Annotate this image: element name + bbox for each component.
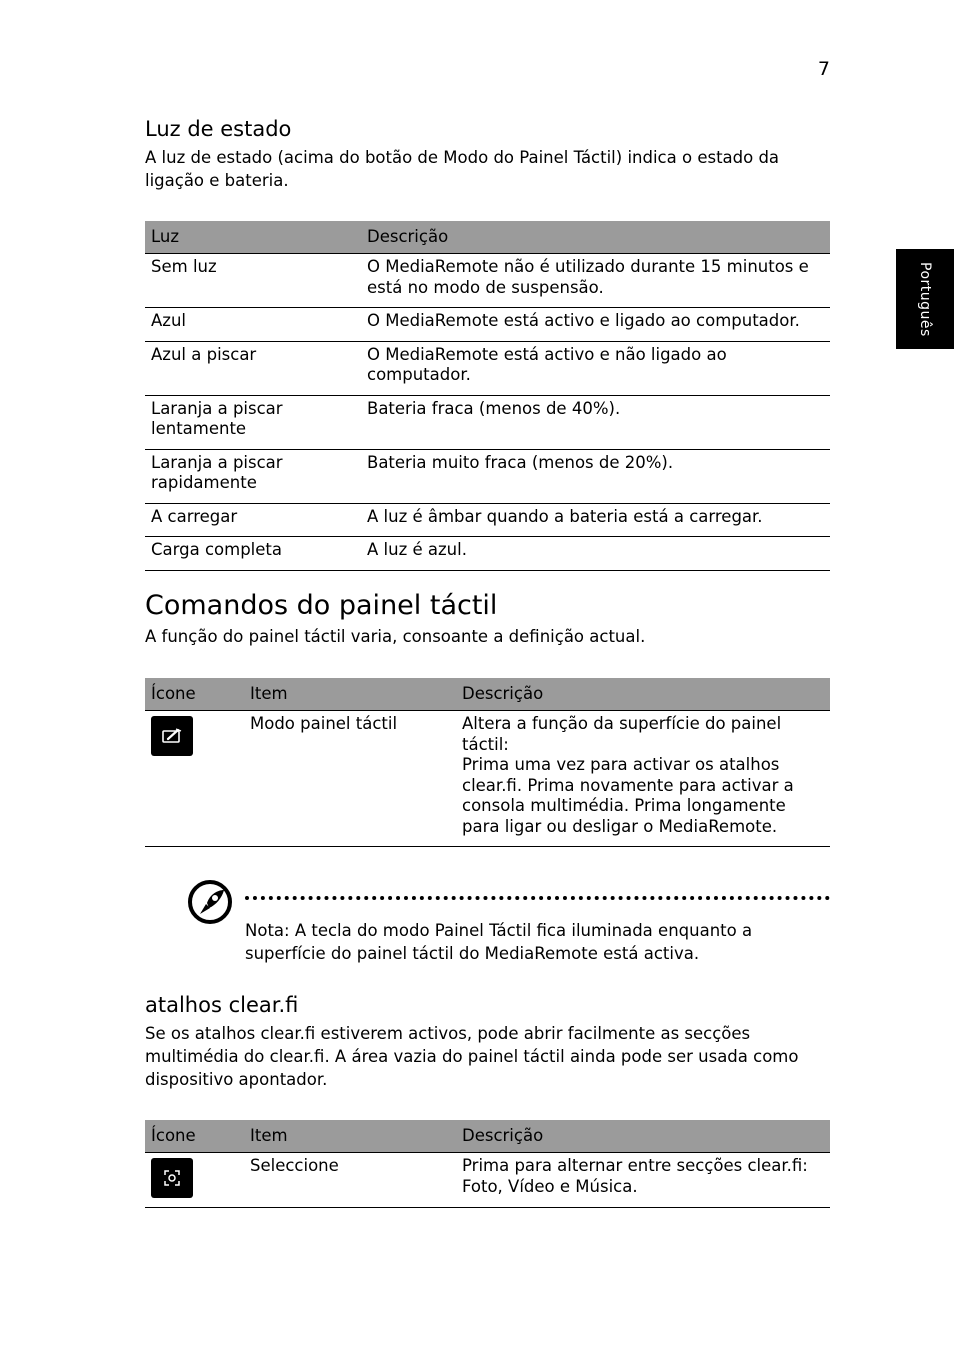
table-header-row (145, 1120, 830, 1153)
item-cell: Modo painel táctil (244, 711, 456, 847)
column-header-item: Item (244, 1120, 456, 1153)
description-cell: O MediaRemote está activo e ligado ao computador. (361, 308, 830, 342)
description-cell: O MediaRemote não é utilizado durante 15 minutos e está no modo de suspensão. (361, 254, 830, 308)
status-light-heading: Luz de estado (145, 117, 292, 141)
note-divider (245, 896, 830, 900)
column-header-description: Descrição (456, 1120, 830, 1153)
column-header-description: Descrição (456, 678, 830, 711)
column-header-light: Luz (145, 221, 361, 254)
icon-cell (145, 1153, 244, 1208)
touchpad-commands-heading: Comandos do painel táctil (145, 590, 498, 621)
description-cell: A luz é azul. (361, 537, 830, 571)
note-icon (186, 878, 234, 926)
clearfi-shortcuts-intro: Se os atalhos clear.fi estiverem activos, pode abrir facilmente as secções multimédia do clear.fi. A área vazia do painel táctil ainda pode ser usada como dispositivo apontador. (145, 1024, 799, 1089)
clearfi-shortcuts-heading: atalhos clear.fi (145, 993, 299, 1017)
clearfi-shortcuts-table (145, 1120, 830, 1208)
description-cell: Bateria muito fraca (menos de 20%). (361, 449, 830, 503)
light-cell: Laranja a piscar lentamente (145, 395, 361, 449)
table-header-row (145, 678, 830, 711)
status-light-table (145, 221, 830, 571)
note-body: A tecla do modo Painel Táctil fica iluminada enquanto a superfície do painel táctil do MediaRemote está activa. (245, 921, 753, 963)
table-header-row (145, 221, 830, 254)
table-row (145, 1153, 830, 1208)
light-cell: A carregar (145, 503, 361, 537)
description-cell: Bateria fraca (menos de 40%). (361, 395, 830, 449)
light-cell: Sem luz (145, 254, 361, 308)
table-row (145, 537, 830, 571)
table-row (145, 449, 830, 503)
table-row (145, 254, 830, 308)
light-cell: Azul a piscar (145, 341, 361, 395)
language-tab (896, 249, 954, 349)
light-cell: Carga completa (145, 537, 361, 571)
description-cell: Prima para alternar entre secções clear.fi: Foto, Vídeo e Música. (456, 1153, 830, 1208)
column-header-description: Descrição (361, 221, 830, 254)
select-icon (151, 1158, 193, 1198)
description-line: Prima uma vez para activar os atalhos clear.fi. Prima novamente para activar a consola multimédia. Prima longamente para ligar ou desligar o MediaRemote. (462, 755, 794, 836)
table-row (145, 341, 830, 395)
table-row (145, 503, 830, 537)
item-cell: Seleccione (244, 1153, 456, 1208)
touchpad-commands-intro: A função do painel táctil varia, consoante a definição actual. (145, 627, 646, 646)
icon-cell (145, 711, 244, 847)
note-label: Nota: (245, 921, 290, 940)
language-tab-label: Português (917, 261, 933, 337)
table-row (145, 308, 830, 342)
status-light-intro: A luz de estado (acima do botão de Modo do Painel Táctil) indica o estado da ligação e bateria. (145, 148, 780, 190)
page-number: 7 (817, 58, 830, 80)
table-row (145, 711, 830, 847)
light-cell: Laranja a piscar rapidamente (145, 449, 361, 503)
description-line: Altera a função da superfície do painel táctil: (462, 714, 782, 754)
column-header-item: Item (244, 678, 456, 711)
touchpad-commands-table (145, 678, 830, 847)
light-cell: Azul (145, 308, 361, 342)
column-header-icon: Ícone (145, 1120, 244, 1153)
note-text (245, 919, 830, 965)
description-cell: O MediaRemote está activo e não ligado ao computador. (361, 341, 830, 395)
table-row (145, 395, 830, 449)
description-cell: A luz é âmbar quando a bateria está a carregar. (361, 503, 830, 537)
description-cell (456, 711, 830, 847)
touchpad-mode-icon (151, 716, 193, 756)
column-header-icon: Ícone (145, 678, 244, 711)
